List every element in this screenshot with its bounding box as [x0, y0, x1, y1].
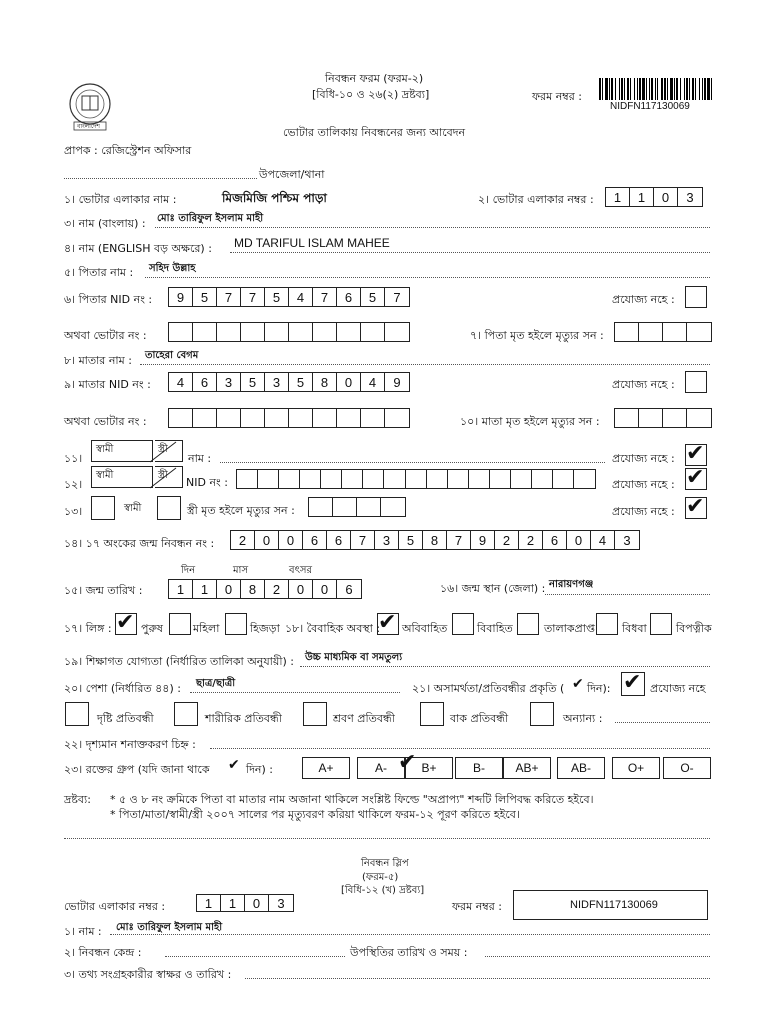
- field12-na-label: প্রযোজ্য নহে :: [612, 478, 675, 491]
- empty-cell[interactable]: [357, 498, 381, 516]
- field15-label: ১৫। জন্ম তারিখ :: [64, 584, 143, 597]
- digit-cell[interactable]: 0: [245, 895, 269, 911]
- empty-cell[interactable]: [289, 409, 313, 427]
- field4-value: MD TARIFUL ISLAM MAHEE: [234, 236, 390, 250]
- field7-label: ৭। পিতা মৃত হইলে মৃত্যুর সন :: [470, 329, 604, 342]
- slip-title: নিবন্ধন স্লিপ: [361, 858, 409, 869]
- field8-dots[interactable]: [140, 364, 710, 365]
- digit-cell[interactable]: 3: [623, 532, 631, 548]
- digit-cell[interactable]: 6: [345, 581, 353, 597]
- field19-dots[interactable]: [300, 666, 710, 667]
- empty-cell[interactable]: [384, 470, 405, 488]
- visual-disability-checkbox[interactable]: [65, 702, 89, 726]
- field13-na-checkmark: ✔: [686, 494, 705, 519]
- digit-cell[interactable]: 0: [217, 580, 241, 598]
- field12-wife: স্ত্রী: [158, 470, 168, 481]
- slip-name-dots[interactable]: [110, 934, 710, 935]
- field23-label: ২৩। রক্তের গ্রুপ (যদি জানা থাকে: [64, 763, 210, 776]
- empty-cell[interactable]: [663, 323, 687, 341]
- field12-husband: স্বামী: [96, 470, 114, 481]
- form-subtitle: [বিধি-১০ ও ২৬(২) দ্রষ্টব্য]: [312, 88, 430, 101]
- empty-cell[interactable]: [217, 409, 241, 427]
- empty-cell[interactable]: [639, 409, 663, 427]
- slip-center-label: ২। নিবন্ধন কেন্দ্র :: [64, 946, 142, 959]
- field11-na-label: প্রযোজ্য নহে :: [612, 452, 675, 465]
- blood-group-box[interactable]: O+: [612, 757, 660, 779]
- empty-cell[interactable]: [193, 409, 217, 427]
- empty-cell[interactable]: [381, 498, 405, 516]
- field5-value: সহিদ উল্লাহ: [149, 263, 196, 274]
- digit-cell[interactable]: 7: [313, 288, 337, 306]
- digit-cell[interactable]: 0: [337, 373, 361, 391]
- slip-sign-dots[interactable]: [245, 978, 710, 979]
- empty-cell[interactable]: [313, 323, 337, 341]
- slip-center-dots[interactable]: [165, 956, 345, 957]
- widow-checkbox[interactable]: [596, 613, 618, 635]
- empty-cell[interactable]: [427, 470, 448, 488]
- empty-cell[interactable]: [663, 409, 687, 427]
- field11-wife: স্ত্রী: [158, 444, 168, 455]
- blood-group-box[interactable]: AB+: [503, 757, 551, 779]
- digit-cell[interactable]: 1: [193, 580, 217, 598]
- field23-label-end: দিন) :: [246, 763, 273, 776]
- field16-dots[interactable]: [545, 594, 710, 595]
- empty-cell[interactable]: [687, 323, 711, 341]
- digit-cell[interactable]: 7: [393, 289, 401, 305]
- field10-cells[interactable]: [614, 408, 712, 428]
- field11-name-label: নাম :: [188, 452, 212, 465]
- application-title: ভোটার তালিকায় নিবন্ধনের জন্য আবেদন: [283, 126, 466, 139]
- slip-form-no-label: ফরম নম্বর :: [452, 900, 502, 913]
- empty-cell[interactable]: [169, 409, 193, 427]
- empty-cell[interactable]: [342, 470, 363, 488]
- field5-dots[interactable]: [145, 277, 710, 278]
- digit-cell[interactable]: 4: [591, 531, 615, 549]
- field2-label: ২। ভোটার এলাকার নম্বর :: [478, 193, 594, 206]
- male-checkmark: ✔: [116, 610, 135, 635]
- empty-cell[interactable]: [615, 409, 639, 427]
- female-label: মহিলা: [193, 622, 220, 635]
- digit-cell[interactable]: 9: [393, 374, 401, 390]
- digit-cell[interactable]: 7: [217, 288, 241, 306]
- digit-cell[interactable]: 6: [327, 531, 351, 549]
- field3-label: ৩। নাম (বাংলায়) :: [64, 217, 146, 230]
- digit-cell[interactable]: 5: [399, 531, 423, 549]
- empty-cell[interactable]: [448, 470, 469, 488]
- digit-cell[interactable]: 6: [337, 288, 361, 306]
- widower-label: বিপত্নীক: [676, 622, 712, 635]
- digit-cell[interactable]: 9: [471, 531, 495, 549]
- year-label: বৎসর: [289, 565, 313, 576]
- digit-cell[interactable]: 6: [543, 531, 567, 549]
- field14-cells[interactable]: [230, 530, 640, 550]
- hearing-disability-checkbox[interactable]: [303, 702, 327, 726]
- digit-cell[interactable]: 1: [630, 188, 654, 206]
- blood-group-box[interactable]: A+: [302, 757, 350, 779]
- field10-label: ১০। মাতা মৃত হইলে মৃত্যুর সন :: [460, 415, 600, 428]
- blood-group-box[interactable]: O-: [663, 757, 711, 779]
- other-disability-checkbox[interactable]: [530, 702, 554, 726]
- digit-cell[interactable]: 8: [423, 531, 447, 549]
- married-checkbox[interactable]: [452, 613, 474, 635]
- field9-label: ৯। মাতার NID নং :: [64, 378, 151, 391]
- digit-cell[interactable]: 2: [265, 580, 289, 598]
- emblem-label: বাংলাদেশ: [77, 123, 100, 130]
- field13-wife-checkbox[interactable]: [157, 496, 181, 520]
- month-label: মাস: [233, 565, 249, 576]
- blood-group-b-plus-checkmark: ✔: [398, 750, 417, 775]
- field12-nid-label: NID নং :: [186, 476, 228, 489]
- unmarried-checkmark: ✔: [378, 610, 397, 635]
- digit-cell[interactable]: 7: [447, 531, 471, 549]
- field20-value: ছাত্র/ছাত্রী: [196, 678, 236, 689]
- digit-cell[interactable]: 7: [241, 288, 265, 306]
- digit-cell[interactable]: 7: [351, 531, 375, 549]
- field15-cells[interactable]: [168, 579, 362, 599]
- field1-value: মিজমিজি পশ্চিম পাড়া: [222, 191, 327, 205]
- slip-presence-label: উপস্থিতির তারিখ ও সময় :: [350, 946, 468, 959]
- empty-cell[interactable]: [490, 470, 511, 488]
- digit-cell[interactable]: 3: [277, 895, 285, 911]
- empty-cell[interactable]: [258, 470, 279, 488]
- other-disability-label: অন্যান্য :: [563, 712, 603, 725]
- empty-cell[interactable]: [333, 498, 357, 516]
- upazila-label: উপজেলা/থানা: [259, 168, 325, 181]
- empty-cell[interactable]: [615, 323, 639, 341]
- empty-cell[interactable]: [237, 470, 258, 488]
- field21-tick-icon: ✔: [572, 676, 584, 692]
- field13-text: স্ত্রী মৃত হইলে মৃত্যুর সন :: [187, 504, 295, 517]
- empty-cell[interactable]: [406, 470, 427, 488]
- hearing-disability-label: শ্রবণ প্রতিবন্ধী: [333, 712, 395, 725]
- empty-cell[interactable]: [337, 409, 361, 427]
- digit-cell[interactable]: 0: [654, 188, 678, 206]
- form-number-label: ফরম নম্বর :: [532, 90, 582, 103]
- empty-cell[interactable]: [385, 409, 409, 427]
- field7-cells[interactable]: [614, 322, 712, 342]
- field13-cells[interactable]: [308, 497, 406, 517]
- field14-label: ১৪। ১৭ অংকের জন্ম নিবন্ধন নং :: [64, 537, 215, 550]
- empty-cell[interactable]: [337, 323, 361, 341]
- field6-cells[interactable]: [168, 287, 410, 307]
- physical-disability-label: শারীরিক প্রতিবন্ধী: [205, 712, 282, 725]
- field4-dots[interactable]: [230, 252, 710, 253]
- day-label: দিন: [181, 565, 196, 576]
- digit-cell[interactable]: 1: [221, 895, 245, 911]
- digit-cell[interactable]: 2: [519, 531, 543, 549]
- field3-dots[interactable]: [155, 227, 710, 228]
- mother-voter-no-cells[interactable]: [168, 408, 410, 428]
- upazila-dots[interactable]: [64, 178, 257, 179]
- separator-dots: [64, 838, 710, 839]
- slip-rule: [বিধি-১২ (খ) দ্রষ্টব্য]: [341, 885, 425, 896]
- digit-cell[interactable]: 4: [169, 373, 193, 391]
- digit-cell[interactable]: 4: [289, 288, 313, 306]
- empty-cell[interactable]: [321, 470, 342, 488]
- field17-label: ১৭। লিঙ্গ :: [64, 622, 112, 635]
- divorced-checkbox[interactable]: [517, 613, 539, 635]
- blood-group-box[interactable]: AB-: [557, 757, 605, 779]
- digit-cell[interactable]: 2: [495, 531, 519, 549]
- field20-dots[interactable]: [190, 692, 400, 693]
- blood-group-box[interactable]: B-: [455, 757, 503, 779]
- field18-label: ১৮। বৈবাহিক অবস্থা :: [285, 622, 381, 635]
- barcode-image: [598, 78, 714, 100]
- divorced-label: তালাকপ্রাপ্ত: [544, 622, 595, 635]
- empty-cell[interactable]: [265, 409, 289, 427]
- slip-sign-label: ৩। তথ্য সংগ্রহকারীর স্বাক্ষর ও তারিখ :: [64, 968, 232, 981]
- field20-label: ২০। পেশা (নির্ধারিত ৪৪) :: [64, 682, 181, 695]
- father-voter-no-cells[interactable]: [168, 322, 410, 342]
- empty-cell[interactable]: [469, 470, 490, 488]
- field13-husband-checkbox[interactable]: [91, 496, 115, 520]
- empty-cell[interactable]: [265, 323, 289, 341]
- recipient-line: প্রাপক : রেজিস্ট্রেশন অফিসার: [64, 144, 192, 157]
- digit-cell[interactable]: 3: [265, 373, 289, 391]
- field8-label: ৮। মাতার নাম :: [64, 354, 132, 367]
- empty-cell[interactable]: [511, 470, 532, 488]
- field21-label: ২১। অসামর্থতা/প্রতিবন্ধীর প্রকৃতি (: [412, 682, 565, 695]
- empty-cell[interactable]: [385, 323, 409, 341]
- blood-group-box[interactable]: B+: [405, 757, 453, 779]
- field2-cells[interactable]: [605, 187, 703, 207]
- field19-value: উচ্চ মাধ্যমিক বা সমতুল্য: [305, 652, 403, 663]
- mother-voter-no-label: অথবা ভোটার নং :: [64, 415, 147, 428]
- hijra-checkbox[interactable]: [225, 613, 247, 635]
- field19-label: ১৯। শিক্ষাগত যোগ্যতা (নির্ধারিত তালিকা অনুযায়ী) :: [64, 655, 294, 668]
- digit-cell[interactable]: 8: [313, 373, 337, 391]
- field12-label: ১২।: [64, 478, 83, 491]
- field6-label: ৬। পিতার NID নং :: [64, 293, 153, 306]
- digit-cell[interactable]: 5: [265, 288, 289, 306]
- married-label: বিবাহিত: [477, 622, 513, 635]
- digit-cell[interactable]: 0: [289, 580, 313, 598]
- field23-tick-icon: ✔: [228, 757, 240, 773]
- empty-cell[interactable]: [363, 470, 384, 488]
- field4-label: ৪। নাম (ENGLISH বড় অক্ষরে) :: [64, 242, 212, 255]
- note-line-2: * পিতা/মাতা/স্বামী/স্ত্রী ২০০৭ সালের পর মৃত্যুবরণ করিয়া থাকিলে ফরম-১২ পূরণ করিতে হইবে।: [110, 808, 520, 821]
- speech-disability-checkbox[interactable]: [420, 702, 444, 726]
- digit-cell[interactable]: 0: [279, 531, 303, 549]
- field11-label: ১১।: [64, 452, 83, 465]
- field9-cells[interactable]: [168, 372, 410, 392]
- digit-cell[interactable]: 4: [361, 373, 385, 391]
- slip-name-label: ১। নাম :: [64, 925, 102, 938]
- field13-label: ১৩।: [64, 505, 83, 518]
- note-label: দ্রষ্টব্য:: [64, 793, 91, 806]
- slip-form: (ফরম-৫): [362, 872, 399, 883]
- form-title: নিবন্ধন ফরম (ফরম-২): [325, 72, 424, 85]
- digit-cell[interactable]: 5: [241, 373, 265, 391]
- slip-area-no-label: ভোটার এলাকার নম্বর :: [64, 900, 166, 913]
- blood-group-box[interactable]: A-: [357, 757, 405, 779]
- digit-cell[interactable]: 0: [567, 531, 591, 549]
- empty-cell[interactable]: [532, 470, 553, 488]
- physical-disability-checkbox[interactable]: [174, 702, 198, 726]
- digit-cell[interactable]: 1: [169, 580, 193, 598]
- field13-na-label: প্রযোজ্য নহে :: [612, 505, 675, 518]
- field8-value: তাহেরা বেগম: [145, 350, 199, 361]
- empty-cell[interactable]: [361, 409, 385, 427]
- slip-presence-dots[interactable]: [485, 956, 710, 957]
- field11-husband: স্বামী: [96, 444, 114, 455]
- field12-cells[interactable]: [236, 469, 596, 489]
- field5-label: ৫। পিতার নাম :: [64, 266, 134, 279]
- empty-cell[interactable]: [169, 323, 193, 341]
- visual-disability-label: দৃষ্টি প্রতিবন্ধী: [97, 712, 154, 725]
- widower-checkbox[interactable]: [650, 613, 672, 635]
- empty-cell[interactable]: [639, 323, 663, 341]
- empty-cell[interactable]: [313, 409, 337, 427]
- field6-na-label: প্রযোজ্য নহে :: [612, 293, 675, 306]
- hijra-label: হিজড়া: [250, 622, 280, 635]
- field11-na-checkmark: ✔: [686, 441, 705, 466]
- field9-na-label: প্রযোজ্য নহে :: [612, 378, 675, 391]
- empty-cell[interactable]: [241, 323, 265, 341]
- field12-na-checkmark: ✔: [686, 465, 705, 490]
- field1-label: ১। ভোটার এলাকার নাম :: [64, 193, 177, 206]
- empty-cell[interactable]: [217, 323, 241, 341]
- digit-cell[interactable]: 0: [255, 531, 279, 549]
- field16-label: ১৬। জন্ম স্থান (জেলা) :: [440, 582, 546, 595]
- note-line-1: * ৫ ও ৮ নং ক্রমিকে পিতা বা মাতার নাম অজানা থাকিলে সংশ্লিষ্ট ফিল্ডে "অপ্রাপ্য" শব্দটি লিপিবদ্ধ করিতে হইবে।: [110, 793, 594, 806]
- empty-cell[interactable]: [279, 470, 300, 488]
- digit-cell[interactable]: 5: [289, 373, 313, 391]
- field21-label-end: দিন):: [587, 682, 611, 695]
- field21-na-checkmark: ✔: [623, 670, 642, 695]
- empty-cell[interactable]: [309, 498, 333, 516]
- digit-cell[interactable]: 3: [686, 189, 694, 205]
- empty-cell[interactable]: [687, 409, 711, 427]
- digit-cell[interactable]: 1: [606, 188, 630, 206]
- empty-cell[interactable]: [574, 470, 595, 488]
- digit-cell[interactable]: 3: [375, 531, 399, 549]
- digit-cell[interactable]: 8: [241, 580, 265, 598]
- empty-cell[interactable]: [361, 323, 385, 341]
- field6-na-checkbox[interactable]: [685, 286, 707, 308]
- digit-cell[interactable]: 1: [197, 895, 221, 911]
- field9-na-checkbox[interactable]: [685, 371, 707, 393]
- field13-husband: স্বামী: [124, 503, 142, 514]
- empty-cell[interactable]: [289, 323, 313, 341]
- field3-value: মোঃ তারিফুল ইসলাম মাহী: [157, 213, 264, 224]
- field16-value: নারায়ণগঞ্জ: [549, 579, 594, 590]
- field11-dots[interactable]: [220, 462, 605, 463]
- empty-cell[interactable]: [241, 409, 265, 427]
- field21-na-label: প্রযোজ্য নহে: [650, 682, 706, 695]
- speech-disability-label: বাক প্রতিবন্ধী: [450, 712, 509, 725]
- slip-name-value: মোঃ তারিফুল ইসলাম মাহী: [116, 922, 223, 933]
- digit-cell[interactable]: 3: [217, 373, 241, 391]
- field22-label: ২২। দৃশ্যমান শনাক্তকরণ চিহ্ন :: [64, 738, 196, 751]
- digit-cell[interactable]: 6: [193, 373, 217, 391]
- empty-cell[interactable]: [300, 470, 321, 488]
- male-label: পুরুষ: [141, 622, 163, 635]
- widow-label: বিধবা: [622, 622, 647, 635]
- digit-cell[interactable]: 5: [361, 288, 385, 306]
- field22-dots[interactable]: [210, 748, 710, 749]
- digit-cell[interactable]: 5: [193, 288, 217, 306]
- empty-cell[interactable]: [553, 470, 574, 488]
- unmarried-label: অবিবাহিত: [402, 622, 448, 635]
- slip-area-cells[interactable]: [196, 894, 294, 912]
- digit-cell[interactable]: 0: [313, 580, 337, 598]
- father-voter-no-label: অথবা ভোটার নং :: [64, 329, 147, 342]
- barcode-number: NIDFN117130069: [610, 101, 690, 112]
- female-checkbox[interactable]: [169, 613, 191, 635]
- digit-cell[interactable]: 2: [231, 531, 255, 549]
- empty-cell[interactable]: [193, 323, 217, 341]
- government-emblem: [64, 80, 116, 132]
- slip-form-no-value: NIDFN117130069: [570, 899, 658, 911]
- other-disability-dots[interactable]: [615, 722, 710, 723]
- digit-cell[interactable]: 9: [169, 288, 193, 306]
- digit-cell[interactable]: 6: [303, 531, 327, 549]
